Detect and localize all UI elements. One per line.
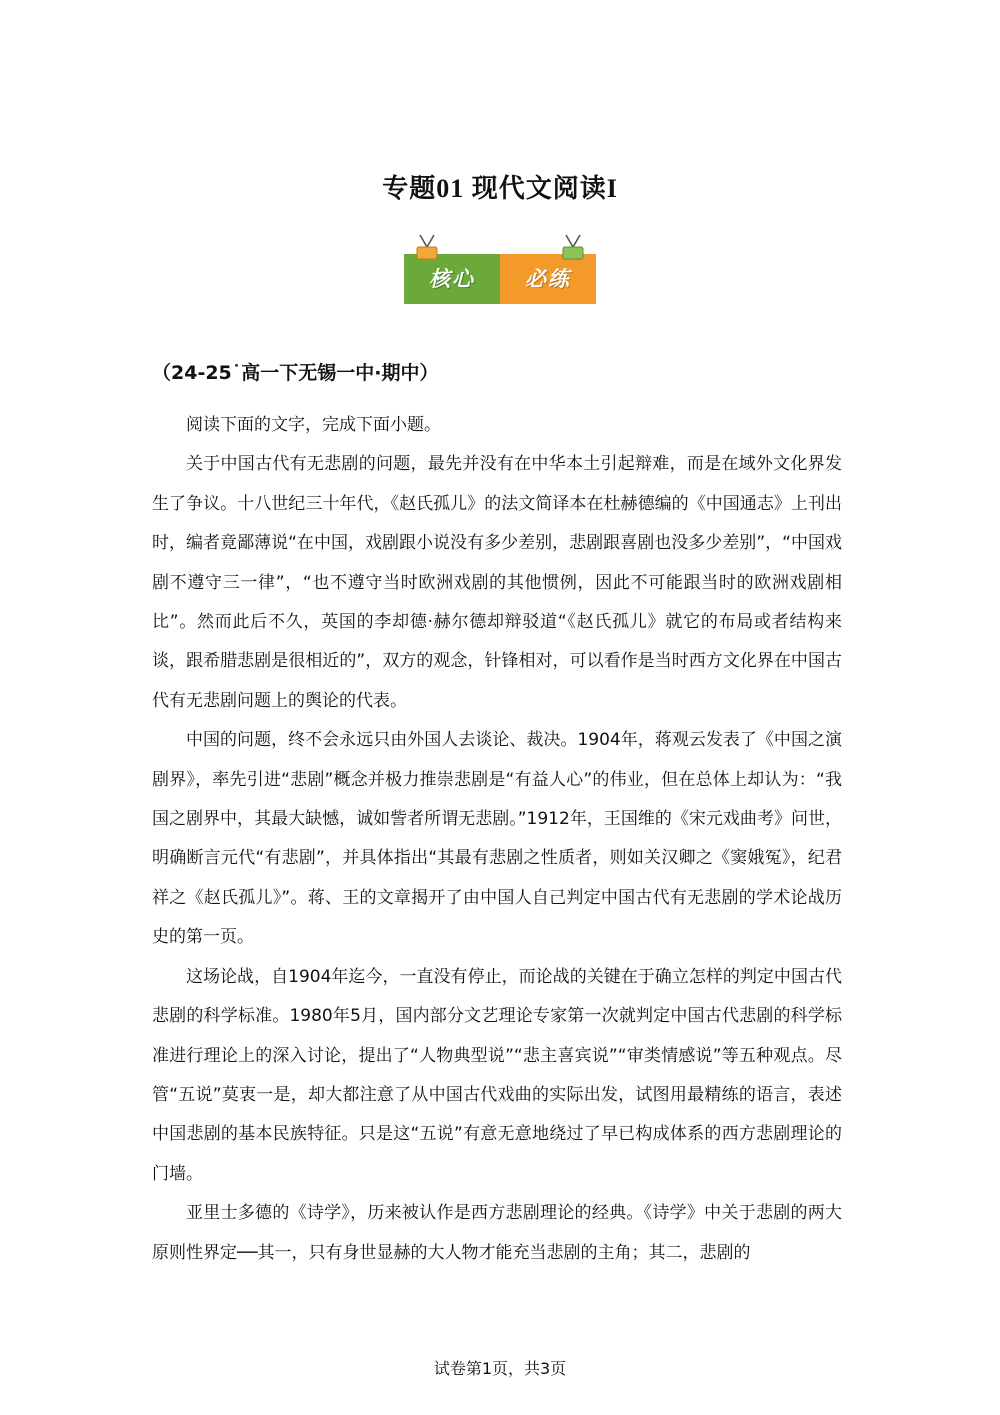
paragraph: 这场论战，自1904年迄今，一直没有停止，而论战的关键在于确立怎样的判定中国古代悲剧的科学标准。1980年5月，国内部分文艺理论专家第一次就判定中国古代悲剧的科学标准进行理论上的深入讨论，提出了“人物典型说”“悲主喜宾说”“审类情感说”等五种观点。尽管“五说”莫衷一是，却大都注意了从中国古代戏曲的实际出发，试图用最精练的语言，表述中国悲剧的基本民族特征。只是这“五说”有意无意地绕过了早已构成体系的西方悲剧理论的门墙。 xyxy=(152,966,842,1184)
binder-clip-icon xyxy=(412,233,442,263)
paragraph: 中国的问题，终不会永远只由外国人去谈论、裁决。1904年，蒋观云发表了《中国之演剧界》，率先引进“悲剧”概念并极力推崇悲剧是“有益人心”的伟业，但在总体上却认为：“我国之剧界中，其最大缺憾，诚如訾者所谓无悲剧。”1912年，王国维的《宋元戏曲考》问世，明确断言元代“有悲剧”，并具体指出“其最有悲剧之性质者，则如关汉卿之《窦娥冤》，纪君祥之《赵氏孤儿》”。蒋、王的文章揭开了由中国人自己判定中国古代有无悲剧的学术论战历史的第一页。 xyxy=(152,730,842,948)
page-footer: 试卷第1页，共3页 xyxy=(433,1359,567,1378)
reading-passage xyxy=(152,406,842,1273)
paragraph: 亚里士多德的《诗学》，历来被认作是西方悲剧理论的经典。《诗学》中关于悲剧的两大原则性界定──其一，只有身世显赫的大人物才能充当悲剧的主角；其二，悲剧的 xyxy=(152,1203,842,1263)
paragraph: 关于中国古代有无悲剧的问题，最先并没有在中华本土引起辩难，而是在域外文化界发生了争议。十八世纪三十年代，《赵氏孤儿》的法文简译本在杜赫德编的《中国通志》上刊出时，编者竟鄙薄说“在中国，戏剧跟小说没有多少差别，悲剧跟喜剧也没多少差别”，“中国戏剧不遵守三一律”，“也不遵守当时欧洲戏剧的其他惯例，因此不可能跟当时的欧洲戏剧相比”。然而此后不久，英国的李却德·赫尔德却辩驳道“《赵氏孤儿》就它的布局或者结构来谈，跟希腊悲剧是很相近的”，双方的观念，针锋相对，可以看作是当时西方文化界在中国古代有无悲剧问题上的舆论的代表。 xyxy=(152,454,842,711)
badge-right-text: 必练 xyxy=(525,267,571,291)
badge-left-text: 核心 xyxy=(429,267,475,291)
paragraph: 阅读下面的文字，完成下面小题。 xyxy=(186,415,441,435)
question-source: （24-25˙高一下无锡一中·期中） xyxy=(152,362,439,384)
core-practice-badge xyxy=(400,233,598,309)
binder-clip-icon xyxy=(558,233,588,263)
page-title: 专题01 现代文阅读I xyxy=(382,174,618,203)
